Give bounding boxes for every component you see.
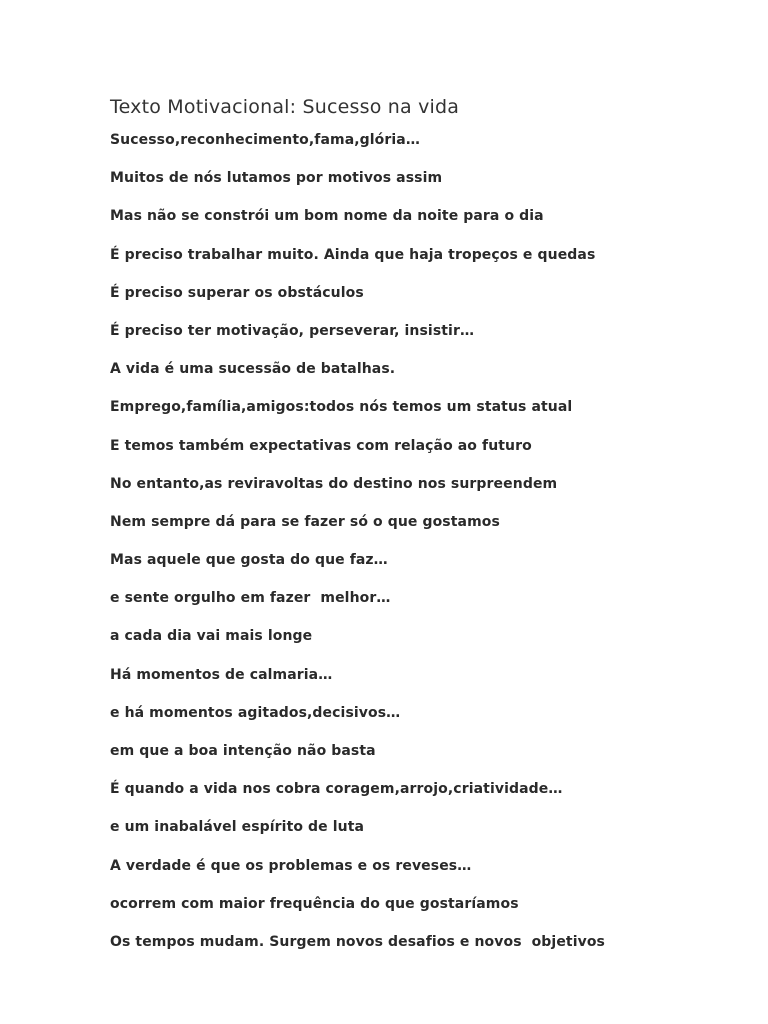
text-line: Mas aquele que gosta do que faz…: [110, 552, 388, 569]
document-title: Texto Motivacional: Sucesso na vida: [110, 96, 460, 118]
text-line: Muitos de nós lutamos por motivos assim: [110, 170, 443, 187]
document-page: [110, 92, 748, 970]
text-line: e sente orgulho em fazer melhor…: [110, 590, 391, 607]
text-line: Emprego,família,amigos:todos nós temos um status atual: [110, 399, 573, 416]
text-line: Sucesso,reconhecimento,fama,glória…: [110, 132, 420, 148]
text-line: e um inabalável espírito de luta: [110, 819, 365, 836]
text-lines: [110, 130, 748, 970]
text-line: É preciso trabalhar muito. Ainda que haja tropeços e quedas: [110, 246, 596, 263]
text-line: É preciso ter motivação, perseverar, insistir…: [110, 322, 475, 339]
text-line: e há momentos agitados,decisivos…: [110, 704, 401, 721]
text-line: em que a boa intenção não basta: [110, 743, 376, 759]
text-line: É preciso superar os obstáculos: [110, 284, 364, 301]
text-line: Mas não se constrói um bom nome da noite para o dia: [110, 208, 544, 225]
text-line: No entanto,as reviravoltas do destino nos surpreendem: [110, 475, 558, 492]
text-line: Nem sempre dá para se fazer só o que gostamos: [110, 513, 500, 530]
text-line: a cada dia vai mais longe: [110, 628, 313, 645]
text-line: É quando a vida nos cobra coragem,arrojo,criatividade…: [110, 781, 563, 798]
text-line: E temos também expectativas com relação ao futuro: [110, 437, 532, 454]
text-line: A verdade é que os problemas e os reveses…: [110, 857, 472, 874]
text-line: A vida é uma sucessão de batalhas.: [110, 361, 396, 378]
text-line: Há momentos de calmaria…: [110, 666, 333, 683]
text-line: ocorrem com maior frequência do que gostaríamos: [110, 895, 519, 912]
text-line: Os tempos mudam. Surgem novos desafios e novos objetivos: [110, 933, 605, 950]
